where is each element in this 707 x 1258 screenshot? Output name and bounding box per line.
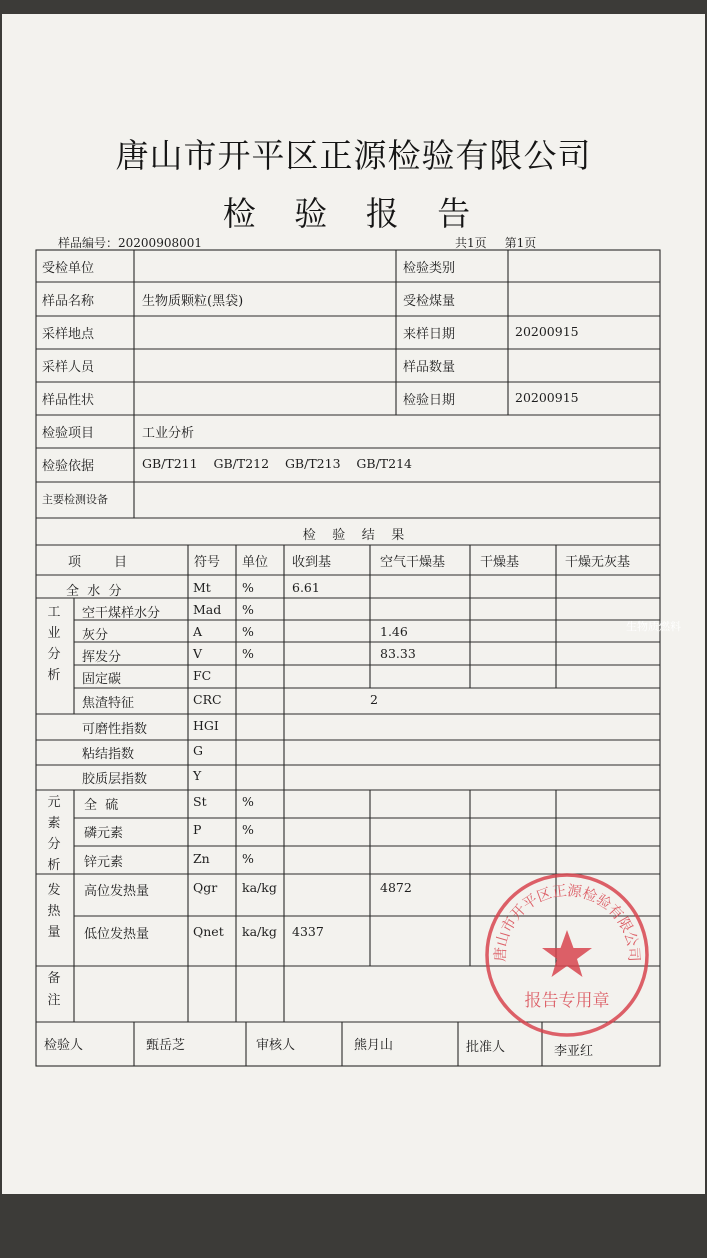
test-type-label: 检验类别 [403, 261, 456, 276]
sample-number-label: 样品编号： [58, 236, 119, 250]
stamp-bottom-text: 报告专用章 [524, 991, 610, 1011]
remarks-label: 备注 [47, 971, 61, 1008]
sample-number: 20200908001 [118, 236, 202, 250]
qgr-name: 高位发热量 [84, 884, 150, 899]
crc-symbol: CRC [193, 692, 222, 707]
y-symbol: Y [193, 768, 202, 783]
page-number: 第1页 [504, 236, 537, 250]
hgi-symbol: HGI [193, 718, 219, 733]
client-label: 受检单位 [42, 261, 95, 276]
col-unit: 单位 [242, 555, 269, 570]
ash-unit: % [242, 624, 254, 639]
qnet-name: 低位发热量 [84, 927, 150, 942]
sample-count-label: 样品数量 [403, 360, 456, 375]
quantity-label: 受检煤量 [403, 294, 456, 309]
mad-symbol: Mad [193, 602, 222, 617]
mt-unit: % [242, 580, 254, 595]
col-symbol: 符号 [194, 555, 221, 570]
location-label: 采样地点 [42, 327, 95, 342]
phosphorus-unit: % [242, 822, 254, 837]
g-name: 粘结指数 [82, 747, 135, 762]
arrival-date-label: 来样日期 [403, 327, 456, 342]
approver-label: 批准人 [466, 1040, 506, 1055]
page-count-line [455, 234, 536, 251]
y-name: 胶质层指数 [82, 772, 148, 787]
reviewer-label: 审核人 [256, 1038, 296, 1053]
mt-name: 全 水 分 [66, 584, 122, 599]
group-element: 元素分析 [47, 795, 61, 873]
sample-name-label: 样品名称 [42, 294, 95, 309]
qgr-air-dried: 4872 [380, 880, 412, 895]
col-item: 项 目 [68, 555, 128, 570]
sample-name-value: 生物质颗粒(黑袋) [142, 294, 244, 309]
phosphorus-symbol: P [193, 822, 202, 837]
qnet-unit: ka/kg [242, 924, 277, 939]
mt-as-received: 6.61 [292, 580, 320, 595]
zinc-name: 锌元素 [84, 855, 124, 870]
group-heat: 发热量 [47, 883, 61, 940]
volatile-name: 挥发分 [82, 650, 122, 665]
total-pages: 共1页 [455, 236, 487, 250]
crc-name: 焦渣特征 [82, 696, 135, 711]
test-item-value: 工业分析 [142, 426, 195, 441]
fixed-carbon-symbol: FC [193, 668, 212, 683]
sample-number-line [58, 234, 202, 251]
report-title: 检 验 报 告 [222, 194, 485, 233]
basis-label: 检验依据 [42, 459, 95, 474]
sampler-label: 采样人员 [42, 360, 95, 375]
test-date-value: 20200915 [515, 390, 579, 405]
basis-value: GB/T211 GB/T212 GB/T213 GB/T214 [142, 456, 412, 471]
volatile-unit: % [242, 646, 254, 661]
watermark-text: 生物质燃料 [626, 620, 681, 633]
sample-state-label: 样品性状 [42, 393, 95, 408]
arrival-date-value: 20200915 [515, 324, 579, 339]
zinc-unit: % [242, 851, 254, 866]
inspector-name: 甄岳芝 [146, 1038, 186, 1053]
crc-value: 2 [370, 692, 378, 707]
official-seal-stamp [482, 870, 652, 1040]
mad-name: 空干煤样水分 [82, 606, 161, 621]
ash-symbol: A [193, 624, 203, 639]
phosphorus-name: 磷元素 [84, 826, 124, 841]
group-industrial: 工业分析 [47, 605, 61, 683]
ash-name: 灰分 [82, 628, 109, 643]
sulfur-name: 全 硫 [84, 798, 119, 813]
qgr-unit: ka/kg [242, 880, 277, 895]
sulfur-symbol: St [193, 794, 207, 809]
inspector-label: 检验人 [44, 1038, 84, 1053]
company-title: 唐山市开平区正源检验有限公司 [115, 136, 592, 175]
col-dry-ash-free: 干燥无灰基 [565, 555, 631, 570]
volatile-air-dried: 83.33 [380, 646, 416, 661]
ash-air-dried: 1.46 [380, 624, 408, 639]
zinc-symbol: Zn [193, 851, 210, 866]
mad-unit: % [242, 602, 254, 617]
approver-name: 李亚红 [554, 1044, 594, 1059]
results-header: 检 验 结 果 [302, 528, 405, 543]
qnet-symbol: Qnet [193, 924, 224, 939]
equipment-label: 主要检测设备 [42, 493, 108, 506]
col-as-received: 收到基 [292, 555, 332, 570]
sulfur-unit: % [242, 794, 254, 809]
g-symbol: G [193, 743, 203, 758]
qnet-as-received: 4337 [292, 924, 324, 939]
col-air-dried: 空气干燥基 [380, 555, 446, 570]
test-date-label: 检验日期 [403, 393, 456, 408]
col-dry: 干燥基 [480, 555, 520, 570]
test-item-label: 检验项目 [42, 426, 95, 441]
fixed-carbon-name: 固定碳 [82, 672, 122, 687]
reviewer-name: 熊月山 [354, 1038, 394, 1053]
volatile-symbol: V [193, 646, 203, 661]
stamp-arc-text: 唐山市开平区正源检验有限公司 [492, 883, 642, 963]
qgr-symbol: Qgr [193, 880, 218, 895]
hgi-name: 可磨性指数 [82, 722, 148, 737]
mt-symbol: Mt [193, 580, 211, 595]
